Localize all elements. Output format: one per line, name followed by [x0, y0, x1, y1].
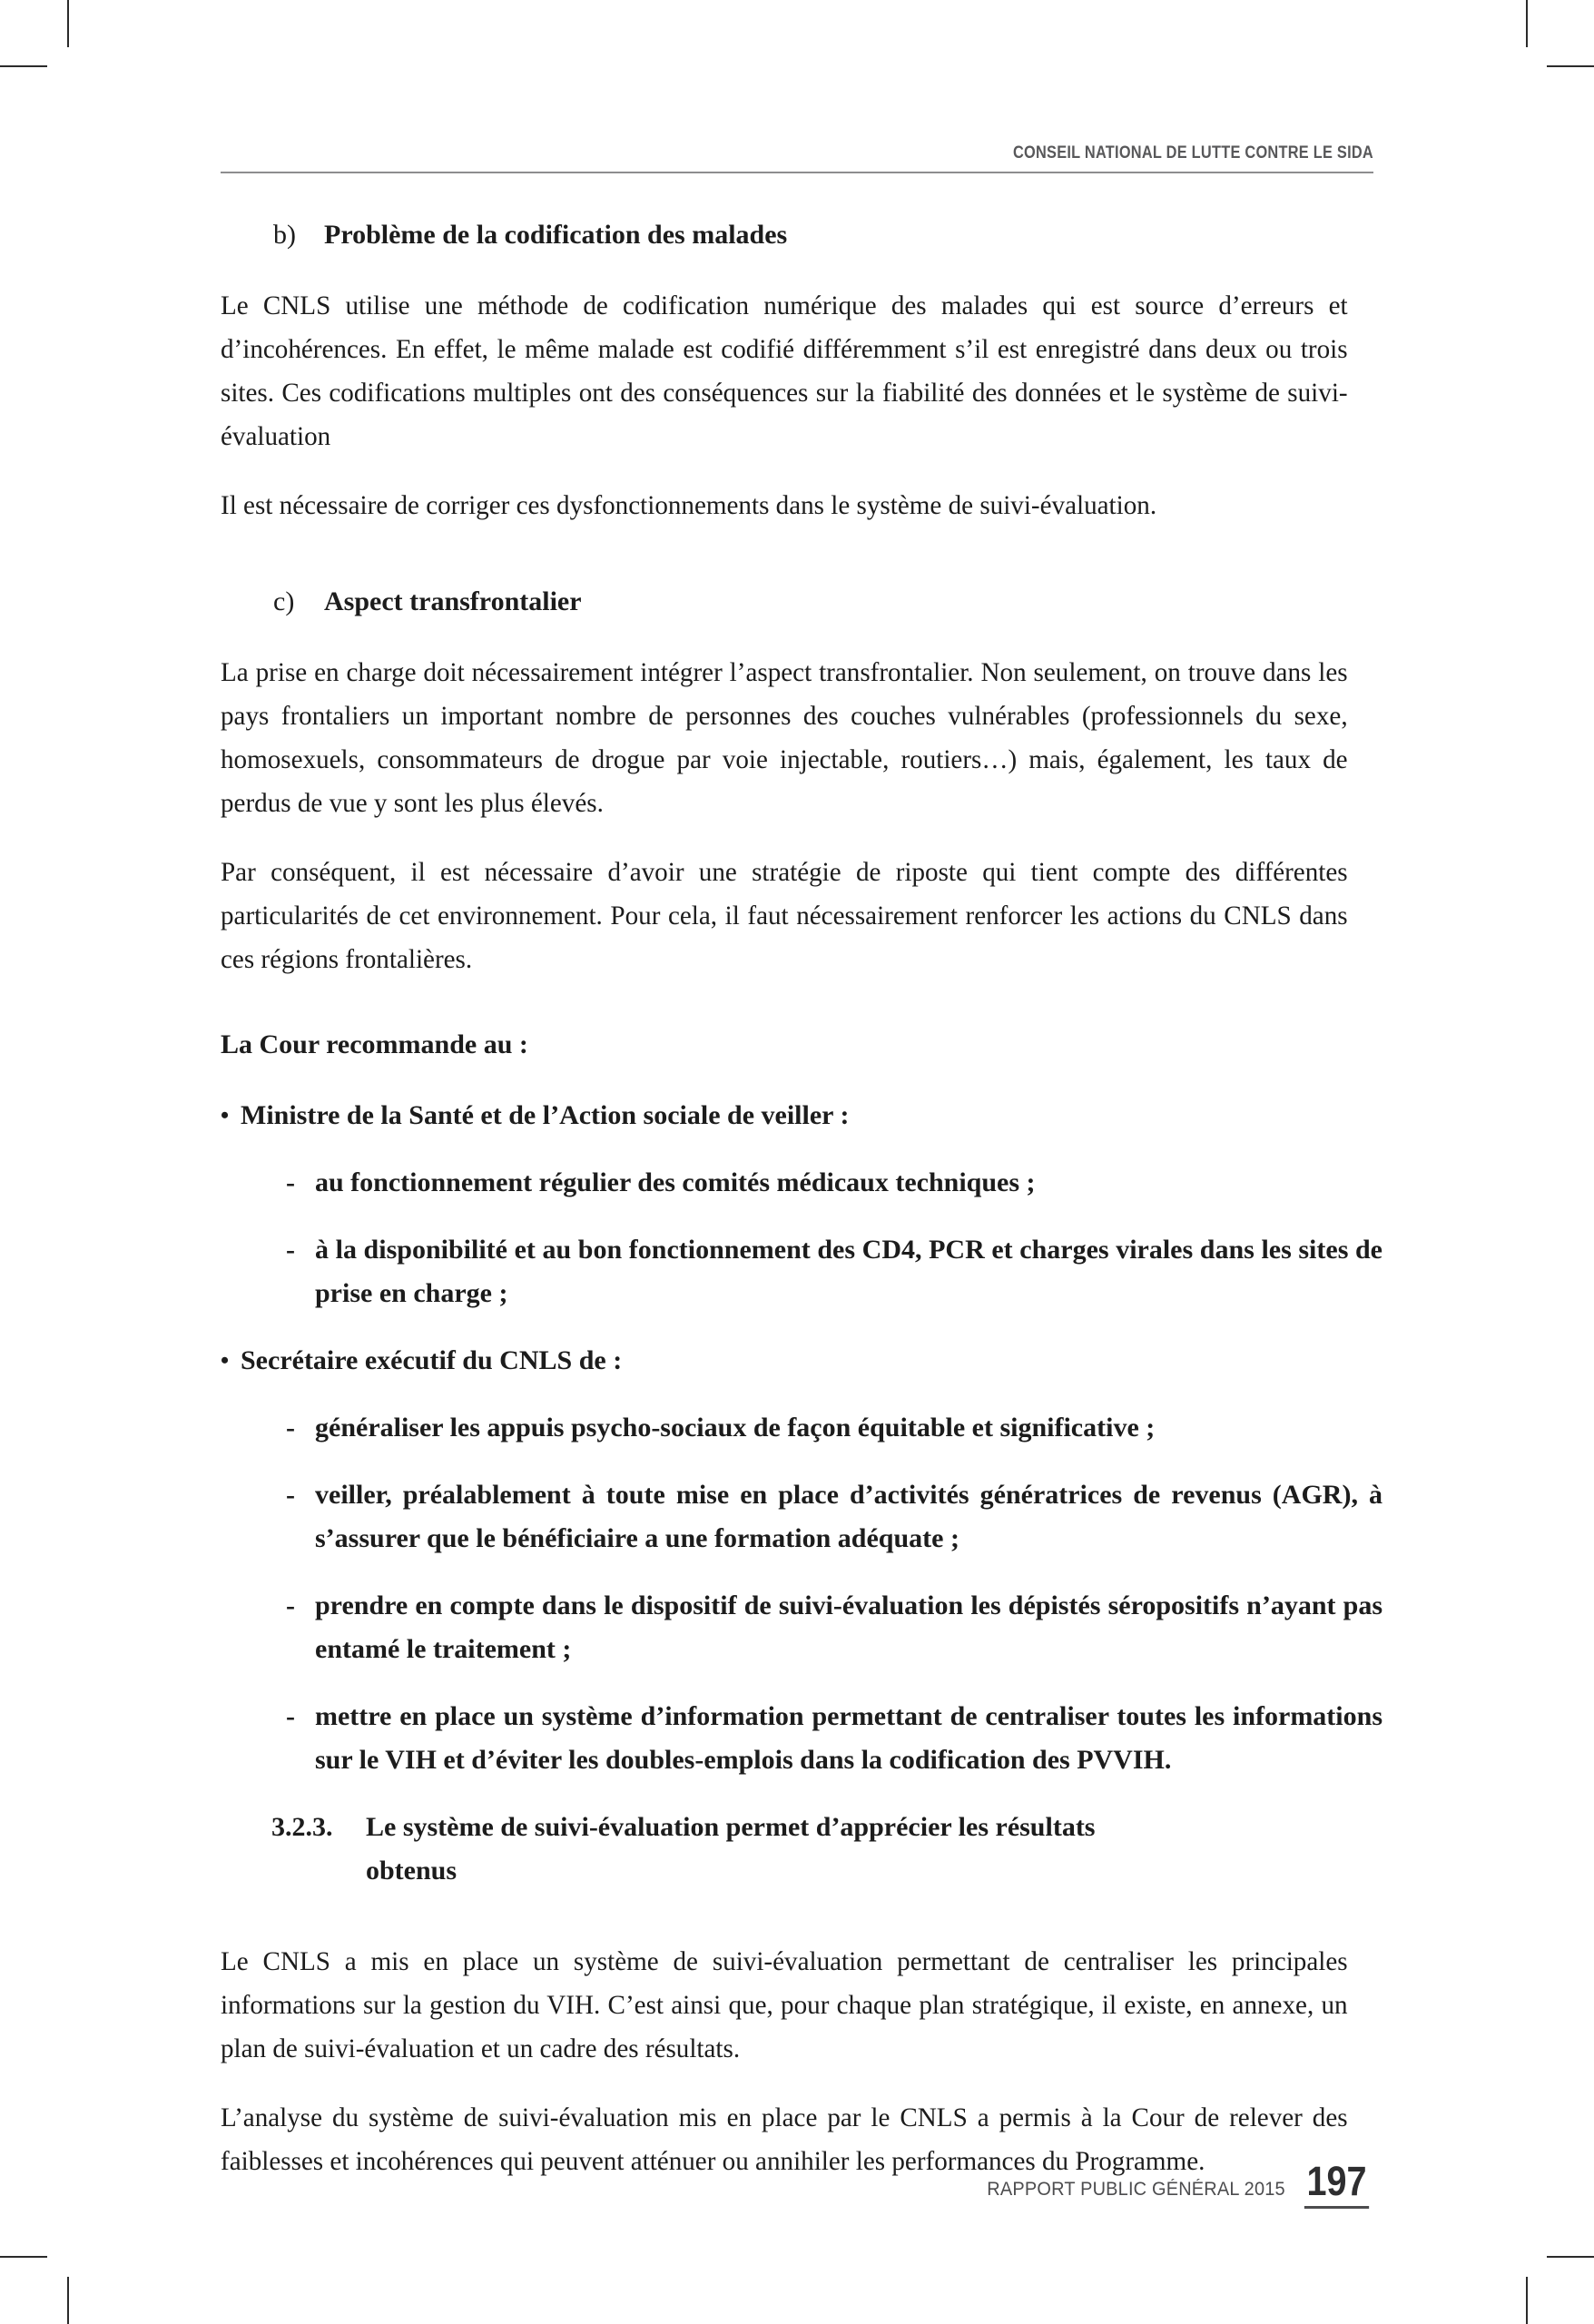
recommendation-item-1-0: généraliser les appuis psycho-sociaux de façon équitable et significative ;	[315, 1413, 1156, 1443]
recommendations-lead-in: La Cour recommande au :	[221, 1029, 528, 1059]
recommendation-group-1-label: Secrétaire exécutif du CNLS de :	[241, 1345, 623, 1375]
recommendation-group-0-label: Ministre de la Santé et de l’Action sociale de veiller :	[241, 1100, 850, 1130]
section-title-323-wrap	[366, 1806, 1382, 1893]
section-marker-c: c)	[273, 586, 295, 616]
dash-glyph-icon: -	[286, 1590, 295, 1620]
section-heading-b	[221, 213, 1382, 257]
paragraph-c-2: Par conséquent, il est nécessaire d’avoir une stratégie de riposte qui tient compte des différentes particularités de cet environnement. Pour cela, il faut nécessairement renforcer les actions du CNLS dans ces régions frontalières.	[221, 857, 1348, 974]
section-heading-323	[221, 1806, 1382, 1893]
recommendation-item-0-0: au fonctionnement régulier des comités médicaux techniques ;	[315, 1167, 1036, 1197]
page-header	[221, 143, 1373, 173]
spacer	[221, 553, 1382, 580]
recommendation-item-1-1: veiller, préalablement à toute mise en place d’activités génératrices de revenus (AGR), à s’assurer que le bénéficiaire a une formation adéquate ;	[315, 1480, 1382, 1553]
paragraph-323-2: L’analyse du système de suivi-évaluation mis en place par le CNLS a permis à la Cour de relever des faiblesses et incohérences qui peuvent atténuer ou annihiler les performances du Programme.	[221, 2102, 1348, 2176]
recommendation-item	[221, 1584, 1382, 1671]
recommendation-item	[221, 1161, 1382, 1205]
section-title-c: Aspect transfrontalier	[324, 586, 582, 616]
recommendation-item-1-3: mettre en place un système d’information permettant de centraliser toutes les informations sur le VIH et d’éviter les doubles-emplois dans la codification des PVVIH.	[315, 1701, 1382, 1775]
dash-glyph-icon: -	[286, 1235, 295, 1265]
dash-glyph-icon: -	[286, 1480, 295, 1510]
paragraph-323-1: Le CNLS a mis en place un système de suivi-évaluation permettant de centraliser les principales informations sur la gestion du VIH. C’est ainsi que, pour chaque plan stratégique, il existe, en annexe, un plan de suivi-évaluation et un cadre des résultats.	[221, 1946, 1348, 2063]
section-title-b: Problème de la codification des malades	[324, 220, 788, 250]
running-header-title: CONSEIL NATIONAL DE LUTTE CONTRE LE SIDA	[1012, 143, 1373, 162]
footer-report-label: RAPPORT PUBLIC GÉNÉRAL 2015	[987, 2179, 1285, 2200]
section-marker-b: b)	[273, 220, 296, 250]
header-divider	[221, 172, 1373, 173]
page-number: 197	[1304, 2161, 1369, 2209]
recommendation-item-0-1: à la disponibilité et au bon fonctionnement des CD4, PCR et charges virales dans les sites de prise en charge ;	[315, 1235, 1382, 1308]
dash-glyph-icon: -	[286, 1413, 295, 1443]
page-body	[221, 213, 1382, 2209]
recommendation-item	[221, 1473, 1382, 1561]
recommendation-item	[221, 1228, 1382, 1315]
recommendation-item	[221, 1695, 1382, 1782]
dash-glyph-icon: -	[286, 1167, 295, 1197]
spacer	[221, 1924, 1382, 1940]
recommendation-group-label	[221, 1094, 1382, 1137]
recommendation-group-label	[221, 1339, 1382, 1383]
recommendation-item-1-2: prendre en compte dans le dispositif de suivi-évaluation les dépistés séropositifs n’ayant pas entamé le traitement ;	[315, 1590, 1382, 1664]
paragraph-b-2: Il est nécessaire de corriger ces dysfonctionnements dans le système de suivi-évaluation.	[221, 490, 1157, 520]
dash-glyph-icon: -	[286, 1701, 295, 1731]
paragraph-c-1: La prise en charge doit nécessairement intégrer l’aspect transfrontalier. Non seulement, on trouve dans les pays frontaliers un important nombre de personnes des couches vulnérables (professionnels du sexe, homosexuels, consommateurs de drogue par voie injectable, routiers…) mais, également, les taux de perdus de vue y sont les plus élevés.	[221, 657, 1348, 818]
paragraph-b-1: Le CNLS utilise une méthode de codification numérique des malades qui est source d’erreurs et d’incohérences. En effet, le même malade est codifié différemment s’il est enregistré dans deux ou trois sites. Ces codifications multiples ont des conséquences sur la fiabilité des données et le système de suivi-évaluation	[221, 290, 1348, 451]
page-footer	[221, 2158, 1373, 2209]
recommendation-item	[221, 1406, 1382, 1450]
section-heading-c	[221, 580, 1382, 624]
bullet-glyph-icon: •	[221, 1102, 230, 1128]
section-title-323-line-1: Le système de suivi-évaluation permet d’apprécier les résultats	[366, 1812, 1096, 1842]
section-title-323-line-2: obtenus	[366, 1856, 458, 1886]
section-number-323: 3.2.3.	[271, 1812, 333, 1842]
spacer	[221, 1007, 1382, 1023]
bullet-glyph-icon: •	[221, 1347, 230, 1374]
